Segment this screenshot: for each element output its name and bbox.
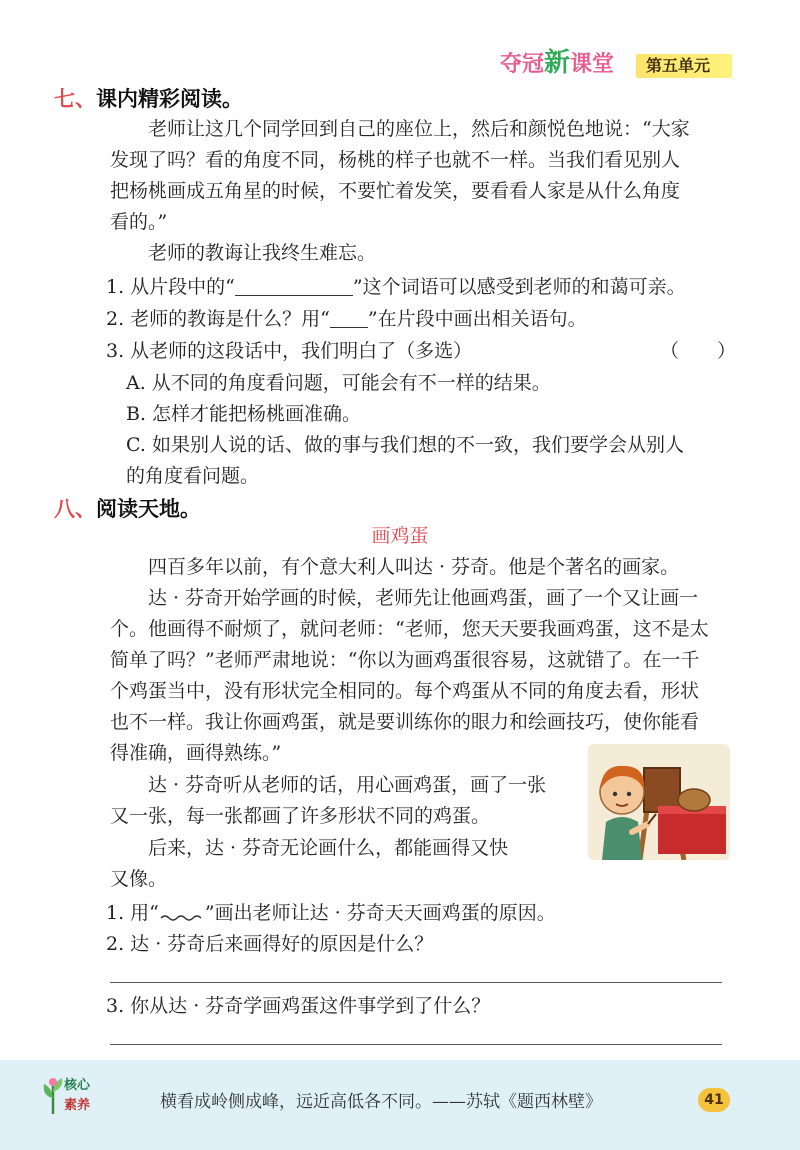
option-a[interactable]: A. 从不同的角度看问题，可能会有不一样的结果。 [126, 372, 551, 394]
question-7-3: 3. 从老师的这段话中，我们明白了（多选） [106, 340, 473, 362]
passage-line: 又像。 [110, 868, 168, 890]
core-literacy-badge-line1: 核心 [64, 1078, 91, 1093]
footer-quote: 横看成岭侧成峰，远近高低各不同。——苏轼《题西林壁》 [160, 1092, 602, 1112]
passage-line: 后来，达 · 芬奇无论画什么，都能画得又快 [110, 837, 509, 859]
wavy-underline-sample [159, 904, 205, 922]
passage-line: 老师让这几个同学回到自己的座位上，然后和颜悦色地说：“大家 [110, 118, 690, 140]
passage-line: 个鸡蛋当中，没有形状完全相同的。每个鸡蛋从不同的角度去看，形状 [110, 680, 700, 702]
passage-line: 发现了吗？看的角度不同，杨桃的样子也就不一样。当我们看见别人 [110, 149, 681, 171]
section-8-heading: 八、阅读天地。 [54, 497, 201, 521]
brand-header [500, 46, 740, 80]
unit-label: 第五单元 [646, 56, 711, 75]
passage-line: 达 · 芬奇听从老师的话，用心画鸡蛋，画了一张 [110, 774, 547, 796]
option-b[interactable]: B. 怎样才能把杨桃画准确。 [126, 403, 362, 425]
passage-line: 老师的教诲让我终生难忘。 [110, 242, 377, 264]
answer-blank[interactable] [235, 277, 353, 296]
passage-line: 把杨桃画成五角星的时候，不要忙着发笑，要看看人家是从什么角度 [110, 180, 681, 202]
answer-line[interactable] [110, 1044, 722, 1045]
plant-icon [40, 1072, 66, 1114]
boy-painting-illustration [588, 744, 730, 860]
option-c-continued: 的角度看问题。 [126, 465, 260, 487]
answer-paren[interactable]: （ ） [660, 340, 737, 362]
question-8-2: 2. 达 · 芬奇后来画得好的原因是什么？ [106, 933, 434, 955]
question-7-1: 1. 从片段中的“ ”这个词语可以感受到老师的和蔼可亲。 [106, 276, 686, 298]
question-8-1: 1. 用“ ”画出老师让达 · 芬奇天天画鸡蛋的原因。 [106, 902, 556, 924]
answer-line[interactable] [110, 982, 722, 983]
story-title: 画鸡蛋 [371, 525, 429, 547]
page-number: 41 [698, 1088, 730, 1112]
section-7-heading: 七、课内精彩阅读。 [54, 87, 243, 111]
question-8-3: 3. 你从达 · 芬奇学画鸡蛋这件事学到了什么？ [106, 995, 491, 1017]
passage-line: 个。他画得不耐烦了，就问老师：“老师，您天天要我画鸡蛋，这不是太 [110, 618, 709, 640]
underline-sample [330, 309, 368, 328]
core-literacy-badge-line2: 素养 [64, 1098, 91, 1113]
brand-logo: 夺冠新课堂 [500, 48, 615, 78]
option-c[interactable]: C. 如果别人说的话、做的事与我们想的不一致，我们要学会从别人 [126, 434, 684, 456]
passage-line: 四百多年以前，有个意大利人叫达 · 芬奇。他是个著名的画家。 [110, 556, 680, 578]
passage-line: 得准确，画得熟练。” [110, 742, 282, 764]
passage-line: 达 · 芬奇开始学画的时候，老师先让他画鸡蛋，画了一个又让画一 [110, 587, 699, 609]
passage-line: 看的。” [110, 211, 168, 233]
question-7-2: 2. 老师的教诲是什么？用“ ”在片段中画出相关语句。 [106, 308, 587, 330]
passage-line: 又一张，每一张都画了许多形状不同的鸡蛋。 [110, 805, 491, 827]
passage-line: 简单了吗？”老师严肃地说：“你以为画鸡蛋很容易，这就错了。在一千 [110, 649, 700, 671]
passage-line: 也不一样。我让你画鸡蛋，就是要训练你的眼力和绘画技巧，使你能看 [110, 711, 700, 733]
